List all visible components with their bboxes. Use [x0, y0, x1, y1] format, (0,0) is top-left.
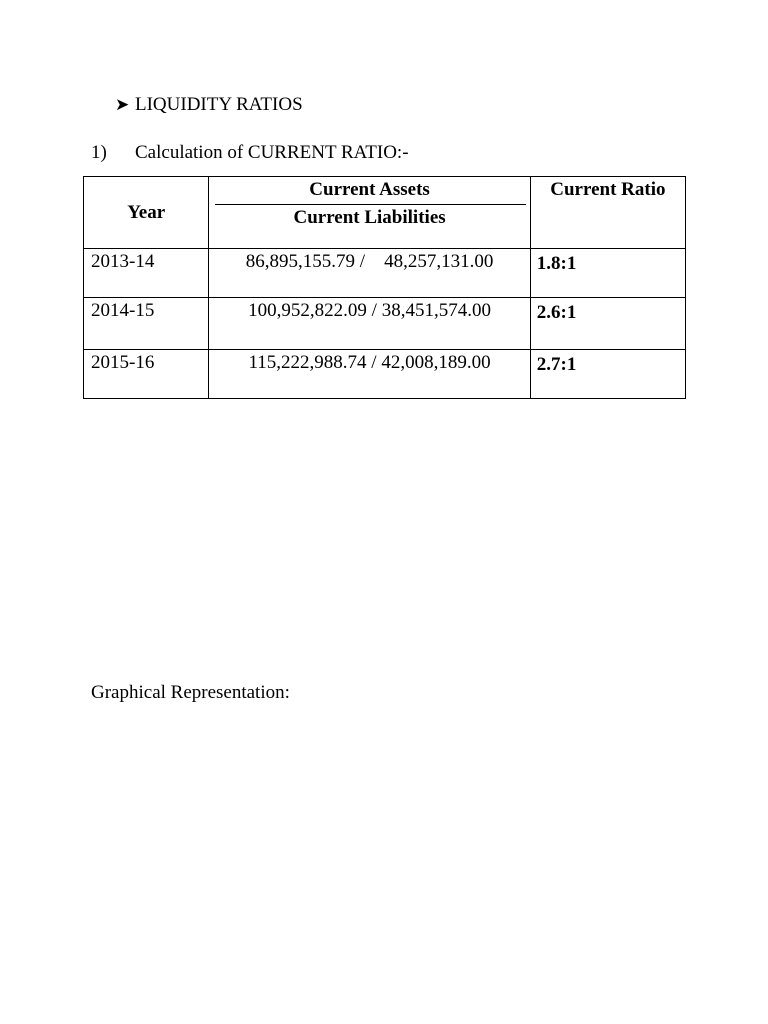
row-year: 2013-14: [84, 249, 209, 298]
table-row: [84, 298, 686, 350]
graph-caption: Graphical Representation:: [91, 682, 290, 703]
sub-heading: [91, 142, 409, 164]
fraction-divider: [215, 204, 525, 205]
section-heading: [115, 94, 303, 116]
row-ratio: 2.6:1: [530, 298, 685, 350]
header-denominator: Current Liabilities: [293, 207, 446, 228]
sub-heading-text: Calculation of CURRENT RATIO:-: [135, 142, 409, 163]
table-header-row: [84, 177, 686, 249]
row-year: 2015-16: [84, 350, 209, 399]
table-row: [84, 249, 686, 298]
table-row: [84, 350, 686, 399]
header-year: Year: [84, 177, 209, 249]
header-numerator: Current Assets: [309, 179, 430, 200]
arrow-bullet-icon: ➤: [115, 95, 130, 114]
row-year: 2014-15: [84, 298, 209, 350]
section-heading-text: LIQUIDITY RATIOS: [135, 94, 303, 115]
header-fraction: [209, 177, 530, 249]
row-fraction: 100,952,822.09 / 38,451,574.00: [209, 298, 530, 350]
current-ratio-table: [83, 176, 686, 399]
sub-heading-number: 1): [91, 142, 107, 163]
row-ratio: 1.8:1: [530, 249, 685, 298]
row-fraction: 115,222,988.74 / 42,008,189.00: [209, 350, 530, 399]
row-fraction: 86,895,155.79 / 48,257,131.00: [209, 249, 530, 298]
row-ratio: 2.7:1: [530, 350, 685, 399]
header-ratio: Current Ratio: [530, 177, 685, 249]
